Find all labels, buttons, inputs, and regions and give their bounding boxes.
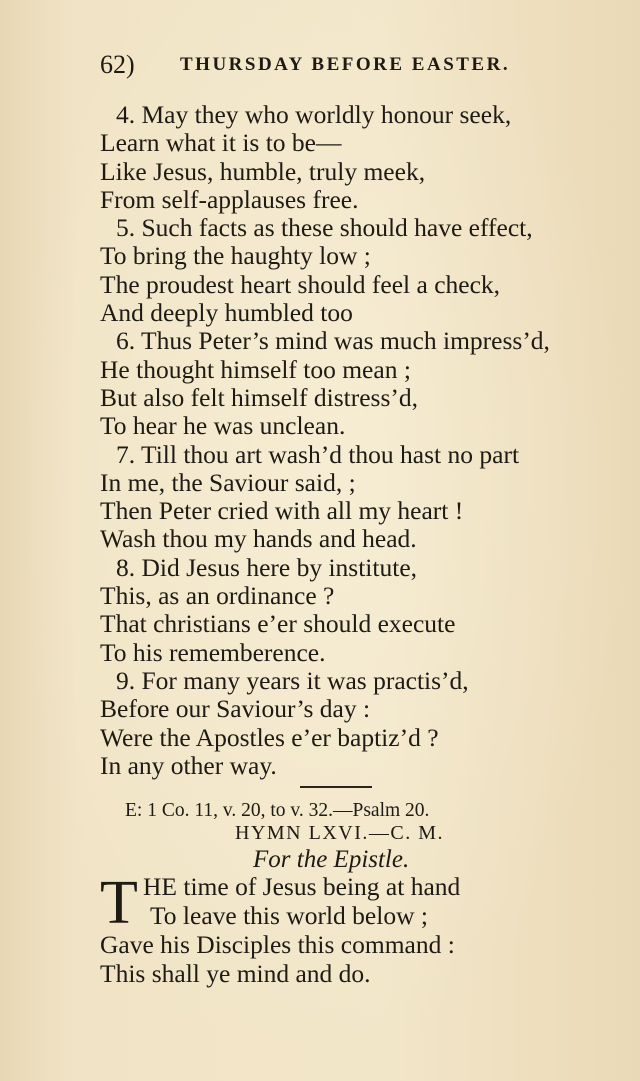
verse-line: The proudest heart should feel a check, bbox=[100, 269, 501, 299]
verse-line: Were the Apostles e’er baptiz’d ? bbox=[100, 722, 439, 752]
verse-line: Like Jesus, humble, truly meek, bbox=[100, 156, 426, 186]
hymn-line: Gave his Disciples this command : bbox=[100, 930, 455, 959]
verse-line: Before our Saviour’s day : bbox=[100, 694, 371, 724]
verse-line: But also felt himself distress’d, bbox=[100, 382, 419, 412]
verse-line: Then Peter cried with all my heart ! bbox=[100, 496, 464, 526]
verse-line: He thought himself too mean ; bbox=[100, 354, 411, 384]
running-head: THURSDAY BEFORE EASTER. bbox=[180, 54, 511, 75]
verse-line: 6. Thus Peter’s mind was much impress’d, bbox=[116, 326, 550, 356]
hymn-line: HE time of Jesus being at hand bbox=[143, 872, 461, 901]
verse-line: Wash thou my hands and head. bbox=[100, 524, 417, 554]
hymn-title: HYMN LXVI.—C. M. bbox=[235, 822, 444, 844]
verse-line: To hear he was unclean. bbox=[100, 411, 346, 441]
verse-line: In any other way. bbox=[100, 750, 277, 780]
verse-line: 5. Such facts as these should have effect, bbox=[116, 213, 533, 243]
hymn-verses bbox=[100, 101, 630, 780]
hymn-subtitle: For the Epistle. bbox=[253, 846, 410, 873]
verse-line: 8. Did Jesus here by institute, bbox=[116, 552, 418, 582]
verse-line: This, as an ordinance ? bbox=[100, 581, 335, 611]
section-divider bbox=[300, 786, 372, 788]
lesson-reference: E: 1 Co. 11, v. 20, to v. 32.—Psalm 20. bbox=[125, 800, 430, 821]
page-header bbox=[100, 50, 570, 84]
hymn-line: To leave this world below ; bbox=[150, 901, 428, 930]
verse-line: From self-applauses free. bbox=[100, 184, 359, 214]
hymn-text bbox=[100, 869, 620, 988]
verse-line: Learn what it is to be— bbox=[100, 128, 342, 158]
drop-cap: T bbox=[100, 869, 138, 937]
page-number: 62) bbox=[100, 50, 135, 79]
verse-line: To bring the haughty low ; bbox=[100, 241, 371, 271]
verse-line: 9. For many years it was practis’d, bbox=[116, 665, 469, 695]
verse-line: 7. Till thou art wash’d thou hast no part bbox=[116, 439, 520, 469]
verse-line: To his rememberence. bbox=[100, 637, 326, 667]
verse-line: In me, the Saviour said, ; bbox=[100, 467, 356, 497]
verse-line: And deeply humbled too bbox=[100, 298, 353, 328]
verse-line: 4. May they who worldly honour seek, bbox=[116, 100, 512, 129]
verse-line: That christians e’er should execute bbox=[100, 609, 456, 639]
hymn-line: This shall ye mind and do. bbox=[100, 959, 371, 988]
